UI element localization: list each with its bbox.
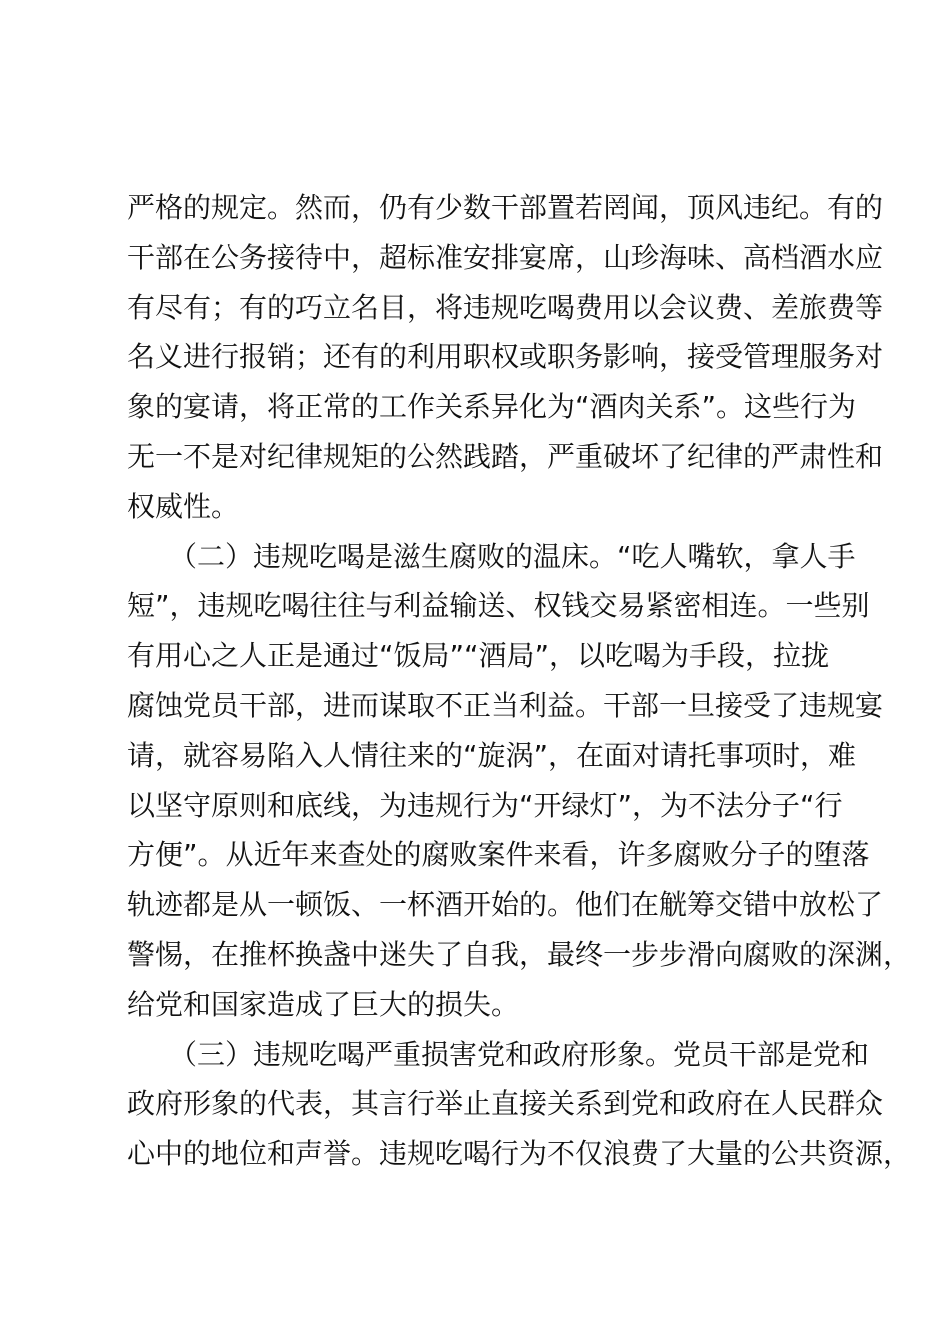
body-text — [127, 183, 912, 1179]
text-line: 政府形象的代表，其言行举止直接关系到党和政府在人民群众 — [127, 1087, 884, 1121]
text-line: 请，就容易陷入人情往来的“旋涡”，在面对请托事项时，难 — [127, 738, 857, 772]
text-line: （二）违规吃喝是滋生腐败的温床。“吃人嘴软，拿人手 — [127, 539, 856, 573]
text-line: 心中的地位和声誉。违规吃喝行为不仅浪费了大量的公共资源， — [127, 1137, 912, 1171]
text-line: 腐蚀党员干部，进而谋取不正当利益。干部一旦接受了违规宴 — [127, 688, 884, 722]
text-line: 干部在公务接待中，超标准安排宴席，山珍海味、高档酒水应 — [127, 240, 884, 274]
text-line: 方便”。从近年来查处的腐败案件来看，许多腐败分子的堕落 — [127, 838, 870, 872]
text-line: 象的宴请，将正常的工作关系异化为“酒肉关系”。这些行为 — [127, 390, 857, 424]
text-line: 警惕，在推杯换盏中迷失了自我，最终一步步滑向腐败的深渊， — [127, 937, 912, 971]
text-line: 名义进行报销；还有的利用职权或职务影响，接受管理服务对 — [127, 340, 884, 374]
text-line: 严格的规定。然而，仍有少数干部置若罔闻，顶风违纪。有的 — [127, 191, 884, 224]
text-line: 轨迹都是从一顿饭、一杯酒开始的。他们在觥筹交错中放松了 — [127, 888, 884, 922]
text-line: 短”，违规吃喝往往与利益输送、权钱交易紧密相连。一些别 — [127, 589, 870, 623]
text-line: 以坚守原则和底线，为违规行为“开绿灯”，为不法分子“行 — [127, 788, 843, 822]
text-line: 给党和国家造成了巨大的损失。 — [127, 987, 520, 1021]
text-line: 有用心之人正是通过“饭局”“酒局”，以吃喝为手段，拉拢 — [127, 639, 830, 673]
text-line: 有尽有；有的巧立名目，将违规吃喝费用以会议费、差旅费等 — [127, 290, 884, 324]
text-line: 权威性。 — [127, 489, 240, 523]
text-line: （三）违规吃喝严重损害党和政府形象。党员干部是党和 — [127, 1037, 870, 1071]
text-line: 无一不是对纪律规矩的公然践踏，严重破坏了纪律的严肃性和 — [127, 439, 884, 473]
